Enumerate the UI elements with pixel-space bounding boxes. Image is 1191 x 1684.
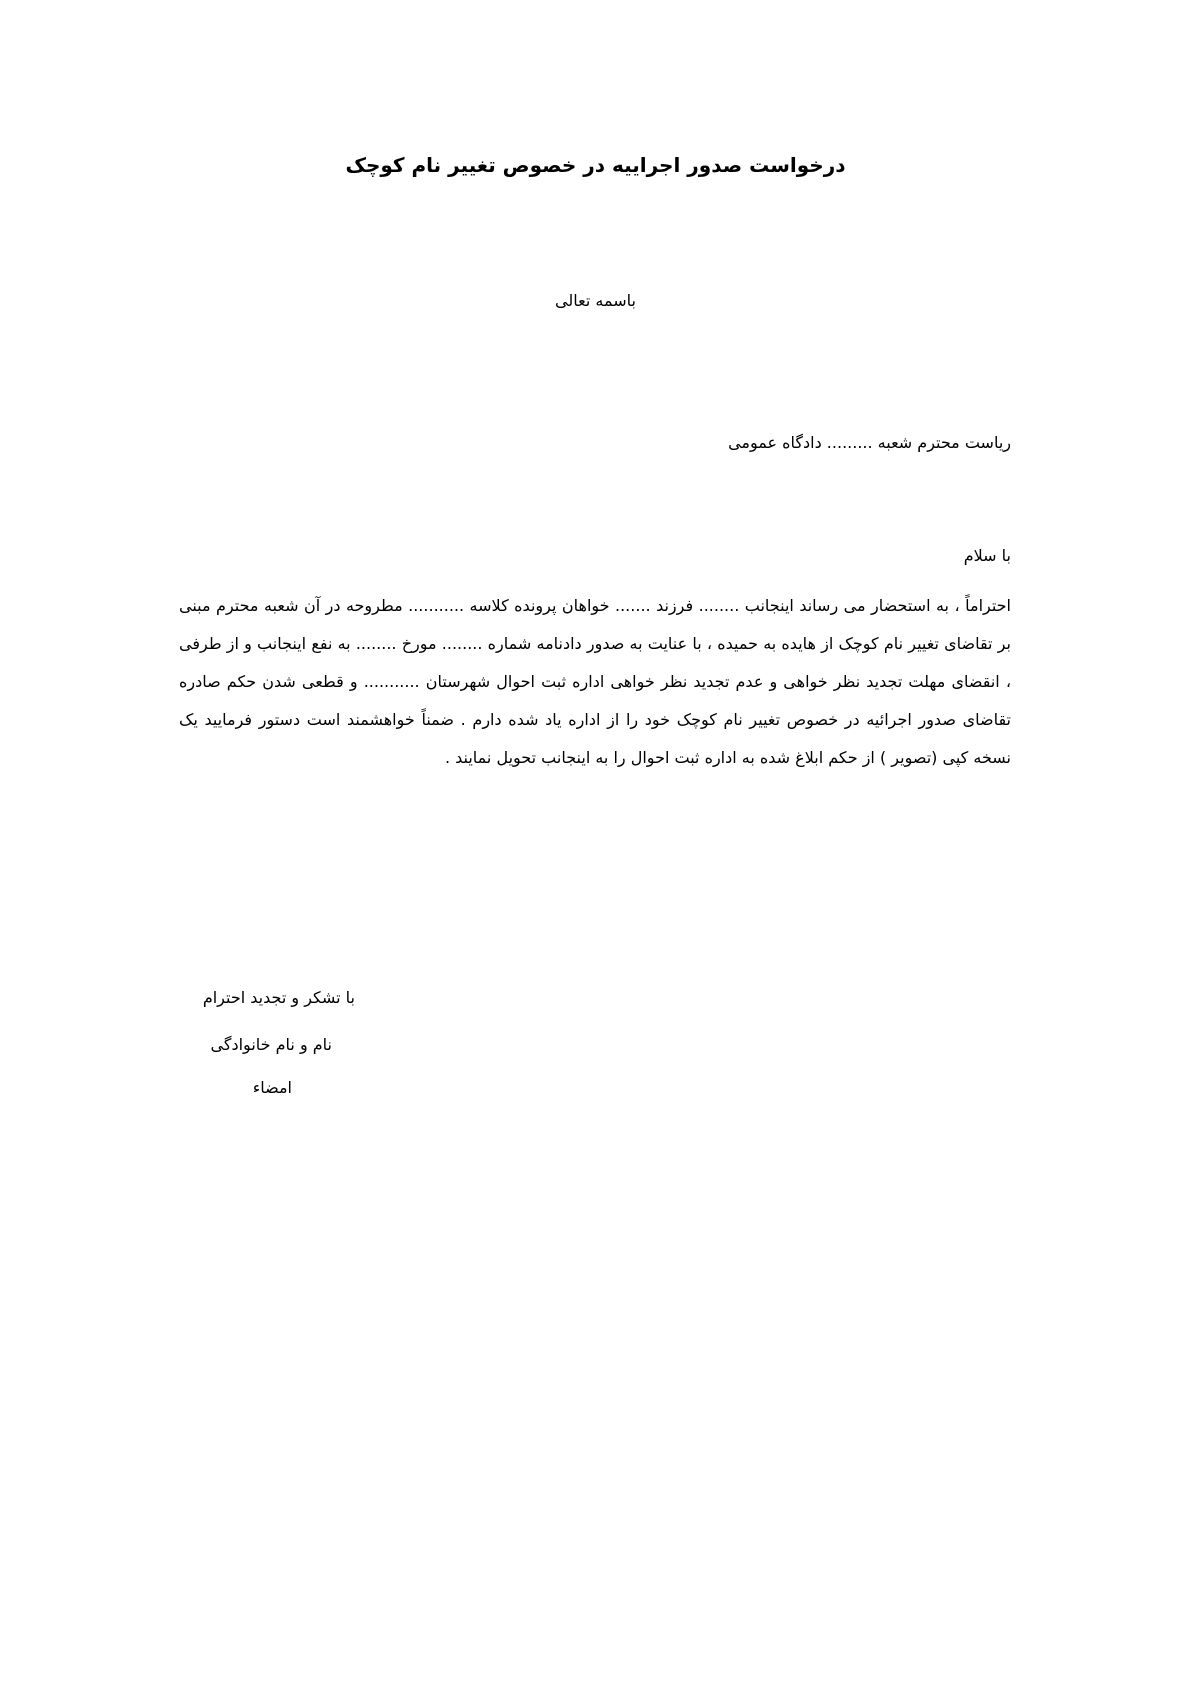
salutation: با سلام (963, 546, 1011, 565)
signature-line: امضاء (252, 1078, 292, 1097)
name-line: نام و نام خانوادگی (210, 1035, 332, 1054)
closing-line: با تشکر و تجدید احترام (202, 988, 355, 1007)
invocation: باسمه تعالی (555, 291, 636, 310)
letter-body: احتراماً ، به استحضار می رساند اینجانب ........ فرزند ....... خواهان پرونده کلاسه ........... مطروحه در آن شعبه محترم مبنی بر تقاضای تغییر نام کوچک از هایده به حمیده ، با عنایت به صدور دادنامه شماره ........ مورخ ........ به نفع اینجانب و از طرفی ، انقضای مهلت تجدید نظر خواهی و عدم تجدید نظر خواهی اداره ثبت احوال شهرستان ........... و قطعی شدن حکم صادره تقاضای صدور اجرائیه در خصوص تغییر نام کوچک خود را از اداره یاد شده دارم . ضمناً خواهشمند است دستور فرمایید یک نسخه کپی (تصویر ) از حکم ابلاغ شده به اداره ثبت احوال را به اینجانب تحویل نمایند . (179, 596, 1011, 767)
document-title: درخواست صدور اجراییه در خصوص تغییر نام کوچک (345, 153, 846, 177)
addressee: ریاست محترم شعبه ......... دادگاه عمومی (728, 433, 1011, 452)
